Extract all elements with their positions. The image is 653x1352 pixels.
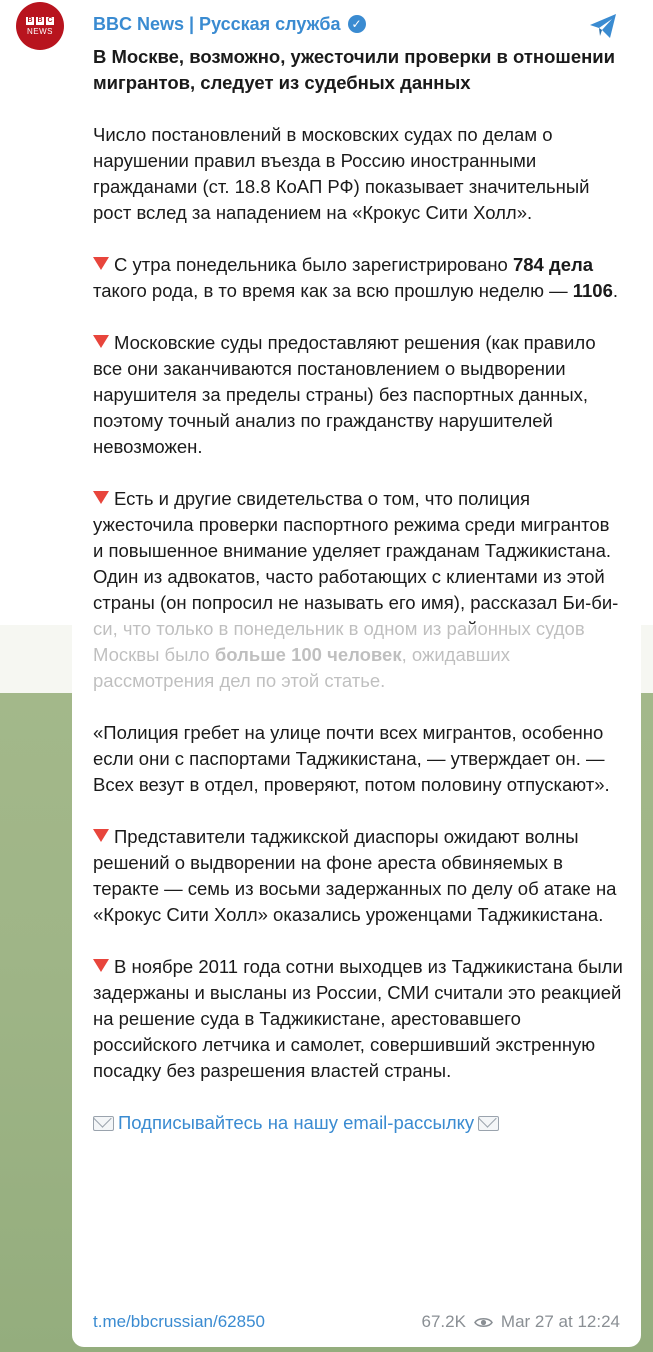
red-triangle-icon bbox=[93, 491, 109, 504]
channel-avatar[interactable] bbox=[16, 2, 64, 50]
red-triangle-icon bbox=[93, 959, 109, 972]
paragraph-diaspora: Представители таджикской диаспоры ожидают волны решений о выдворении на фоне ареста обвиняемых в теракте — семь из восьми задержанных по делу об атаке на «Крокус Сити Холл» оказались уроженцами Таджикистана. bbox=[93, 826, 617, 925]
subscribe-label[interactable]: Подписывайтесь на нашу email-рассылку bbox=[118, 1112, 475, 1133]
subscribe-link[interactable] bbox=[93, 1110, 623, 1136]
view-count: 67.2K bbox=[421, 1312, 466, 1331]
verified-icon: ✓ bbox=[348, 15, 366, 33]
paragraph-quote: «Полиция гребет на улице почти всех мигрантов, особенно если они с паспортами Таджикистана, — утверждает он. — Всех везут в отдел, проверяют, потом половину отпускают». bbox=[93, 722, 610, 795]
red-triangle-icon bbox=[93, 257, 109, 270]
envelope-icon bbox=[93, 1116, 114, 1131]
message-text bbox=[93, 44, 623, 1136]
post-headline: В Москве, возможно, ужесточили проверки в отношении мигрантов, следует из судебных данных bbox=[93, 46, 616, 93]
post-timestamp: Mar 27 at 12:24 bbox=[500, 1312, 620, 1331]
red-triangle-icon bbox=[93, 829, 109, 842]
red-triangle-icon bbox=[93, 335, 109, 348]
bbc-logo: B B C bbox=[27, 16, 53, 24]
paragraph-courts: Московские суды предоставляют решения (как правило все они заканчиваются постановлением о выдворении нарушителя за пределы страны) без паспортных данных, поэтому точный анализ по гражданству нарушителей невозможен. bbox=[93, 332, 596, 457]
paragraph-2011: В ноябре 2011 года сотни выходцев из Таджикистана были задержаны и высланы из России, СМИ считали это реакцией на решение суда в Таджикистане, арестовавшего российского летчика и самолет, совершивший экстренную посадку без разрешения властей страны. bbox=[93, 956, 623, 1081]
eye-icon bbox=[474, 1316, 493, 1329]
envelope-icon bbox=[478, 1116, 499, 1131]
post-intro: Число постановлений в московских судах по делам о нарушении правил въезда в Россию иностранными гражданами (ст. 18.8 КоАП РФ) показывает значительный рост вслед за нападением на «Крокус Сити Холл». bbox=[93, 124, 590, 223]
message-footer bbox=[93, 1310, 620, 1334]
channel-name[interactable]: BBC News | Русская служба bbox=[93, 13, 341, 34]
share-icon[interactable] bbox=[588, 12, 618, 40]
avatar-news-text: NEWS bbox=[27, 26, 53, 36]
post-link[interactable]: t.me/bbcrussian/62850 bbox=[93, 1312, 265, 1331]
paragraph-police: Есть и другие свидетельства о том, что полиция ужесточила проверки паспортного режима среди мигрантов и повышенное внимание уделяет гражданам Таджикистана. Один из адвокатов, часто работающих с клиентами из этой страны (он попросил не называть его имя), рассказал Би-би- bbox=[93, 488, 619, 613]
paragraph-stats: С утра понедельника было зарегистрировано 784 дела такого рода, в то время как за всю прошлую неделю — 1106. bbox=[93, 254, 619, 301]
overlay-strip bbox=[72, 625, 641, 693]
message-header bbox=[93, 11, 366, 37]
post-meta bbox=[421, 1312, 620, 1332]
